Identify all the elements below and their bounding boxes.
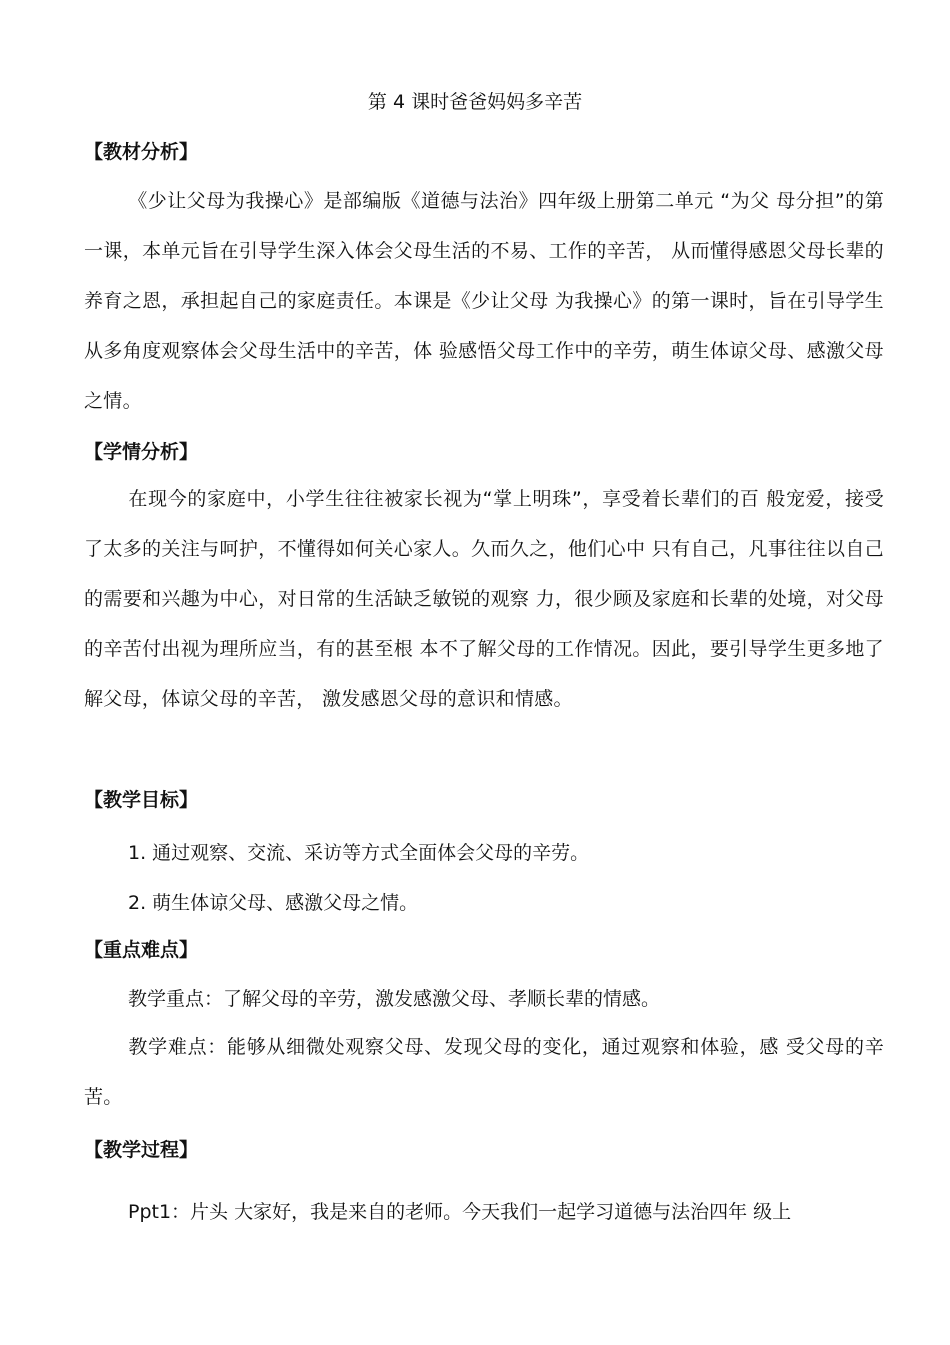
heading-material-analysis: 【教材分析】 xyxy=(84,141,199,163)
paragraph-student-analysis xyxy=(84,474,884,724)
paragraph-material-analysis xyxy=(84,176,884,426)
document-title: 第 4 课时爸爸妈妈多辛苦 xyxy=(367,91,583,113)
paragraph-material-analysis-text: 《少让父母为我操心》是部编版《道德与法治》四年级上册第二单元 “为父 母分担”的第一课，本单元旨在引导学生深入体会父母生活的不易、工作的辛苦， 从而懂得感恩父母长辈的养育之恩，承担起自己的家庭责任。本课是《少让父母 为我操心》的第一课时，旨在引导学生从多角度观察体会父母生活中的辛苦，体 验感悟父母工作中的辛劳，萌生体谅父母、感激父母之情。 xyxy=(84,190,884,412)
heading-teaching-goals: 【教学目标】 xyxy=(84,789,199,811)
heading-key-points: 【重点难点】 xyxy=(84,939,199,961)
goal-item-1: 1. 通过观察、交流、采访等方式全面体会父母的辛劳。 xyxy=(128,842,590,864)
paragraph-student-analysis-text: 在现今的家庭中，小学生往往被家长视为“掌上明珠”，享受着长辈们的百 般宠爱，接受了太多的关注与呵护，不懂得如何关心家人。久而久之，他们心中 只有自己，凡事往往以自己的需要和兴趣为中心，对日常的生活缺乏敏锐的观察 力，很少顾及家庭和长辈的处境，对父母的辛苦付出视为理所应当，有的甚至根 本不了解父母的工作情况。因此，要引导学生更多地了解父母，体谅父母的辛苦， 激发感恩父母的意识和情感。 xyxy=(84,488,884,710)
goal-item-2: 2. 萌生体谅父母、感激父母之情。 xyxy=(128,892,419,914)
heading-student-analysis: 【学情分析】 xyxy=(84,441,199,463)
key-point-difficulty-text: 教学难点：能够从细微处观察父母、发现父母的变化，通过观察和体验，感 受父母的辛苦。 xyxy=(84,1036,884,1108)
key-point-difficulty xyxy=(84,1022,884,1122)
process-text: Ppt1：片头 大家好，我是来自的老师。今天我们一起学习道德与法治四年 级上 xyxy=(128,1201,792,1223)
heading-teaching-process: 【教学过程】 xyxy=(84,1139,199,1161)
key-point-focus: 教学重点：了解父母的辛劳，激发感激父母、孝顺长辈的情感。 xyxy=(128,988,661,1010)
